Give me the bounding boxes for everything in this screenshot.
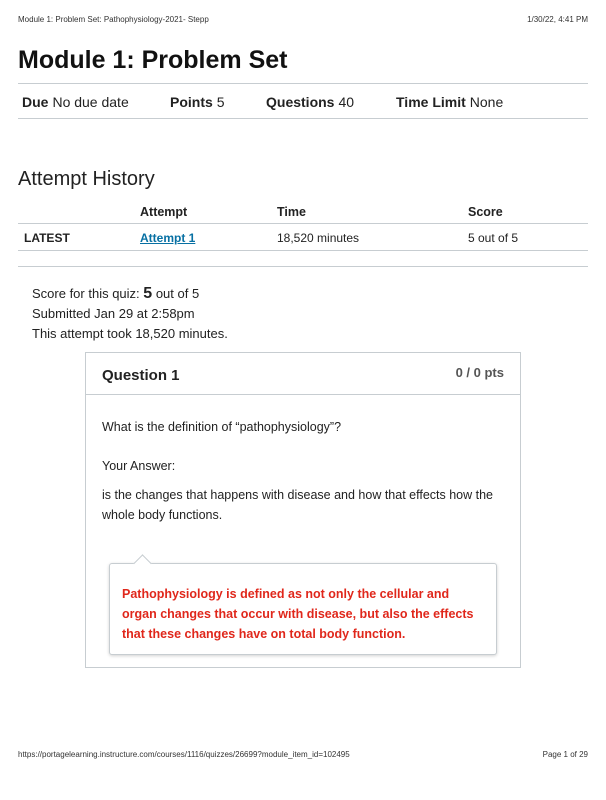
meta-questions-label: Questions [266,94,335,110]
attempt-time: 18,520 minutes [277,231,360,245]
meta-points-value: 5 [216,94,225,110]
score-value: 5 [143,285,153,302]
quiz-meta-bar [18,83,588,119]
meta-due-label: Due [22,94,49,110]
question-title: Question 1 [102,367,180,384]
meta-questions-value: 40 [338,94,355,110]
submitted-line: Submitted Jan 29 at 2:58pm [32,306,195,321]
feedback-box [109,563,497,655]
table-row [18,224,588,251]
attempt-1-link[interactable]: Attempt 1 [140,231,196,245]
question-header [86,353,520,395]
score-line [32,284,228,304]
quiz-summary [32,284,228,344]
attempt-history-title: Attempt History [18,168,155,190]
meta-questions [266,94,354,110]
meta-time-limit-value: None [469,94,504,110]
print-footer [18,750,588,759]
print-header [18,15,588,24]
score-suffix: out of 5 [155,286,200,301]
attempt-score: 5 out of 5 [468,231,519,245]
your-answer-label: Your Answer: [102,459,176,473]
column-header-attempt: Attempt [140,205,188,219]
feedback-text: Pathophysiology is defined as not only the cellular and organ changes that occur with disease, but also the effects that these changes have on total body function. [122,587,474,641]
print-header-title: Module 1: Problem Set: Pathophysiology-2021- Stepp [18,15,209,24]
duration-line: This attempt took 18,520 minutes. [32,326,228,341]
question-card [85,352,521,668]
meta-due [22,94,129,110]
meta-due-value: No due date [52,94,129,110]
latest-tag: LATEST [24,231,70,245]
print-footer-page: Page 1 of 29 [542,750,588,759]
student-answer: is the changes that happens with disease and how that effects how the whole body functions. [102,488,494,522]
table-header-row [18,199,588,224]
column-header-score: Score [468,205,503,219]
print-header-datetime: 1/30/22, 4:41 PM [527,15,588,24]
meta-time-limit-label: Time Limit [396,94,466,110]
question-text: What is the definition of “pathophysiology”? [102,420,342,434]
question-points: 0 / 0 pts [455,365,504,380]
meta-time-limit [396,94,503,110]
attempt-history-table [18,199,588,251]
meta-points-label: Points [170,94,213,110]
column-header-time: Time [277,205,306,219]
page-title: Module 1: Problem Set [18,46,288,74]
meta-points [170,94,225,110]
section-divider [18,266,588,267]
print-footer-url: https://portagelearning.instructure.com/courses/1116/quizzes/26699?module_item_id=102495 [18,750,350,759]
feedback-pointer [133,554,151,572]
score-prefix: Score for this quiz: [32,286,140,301]
